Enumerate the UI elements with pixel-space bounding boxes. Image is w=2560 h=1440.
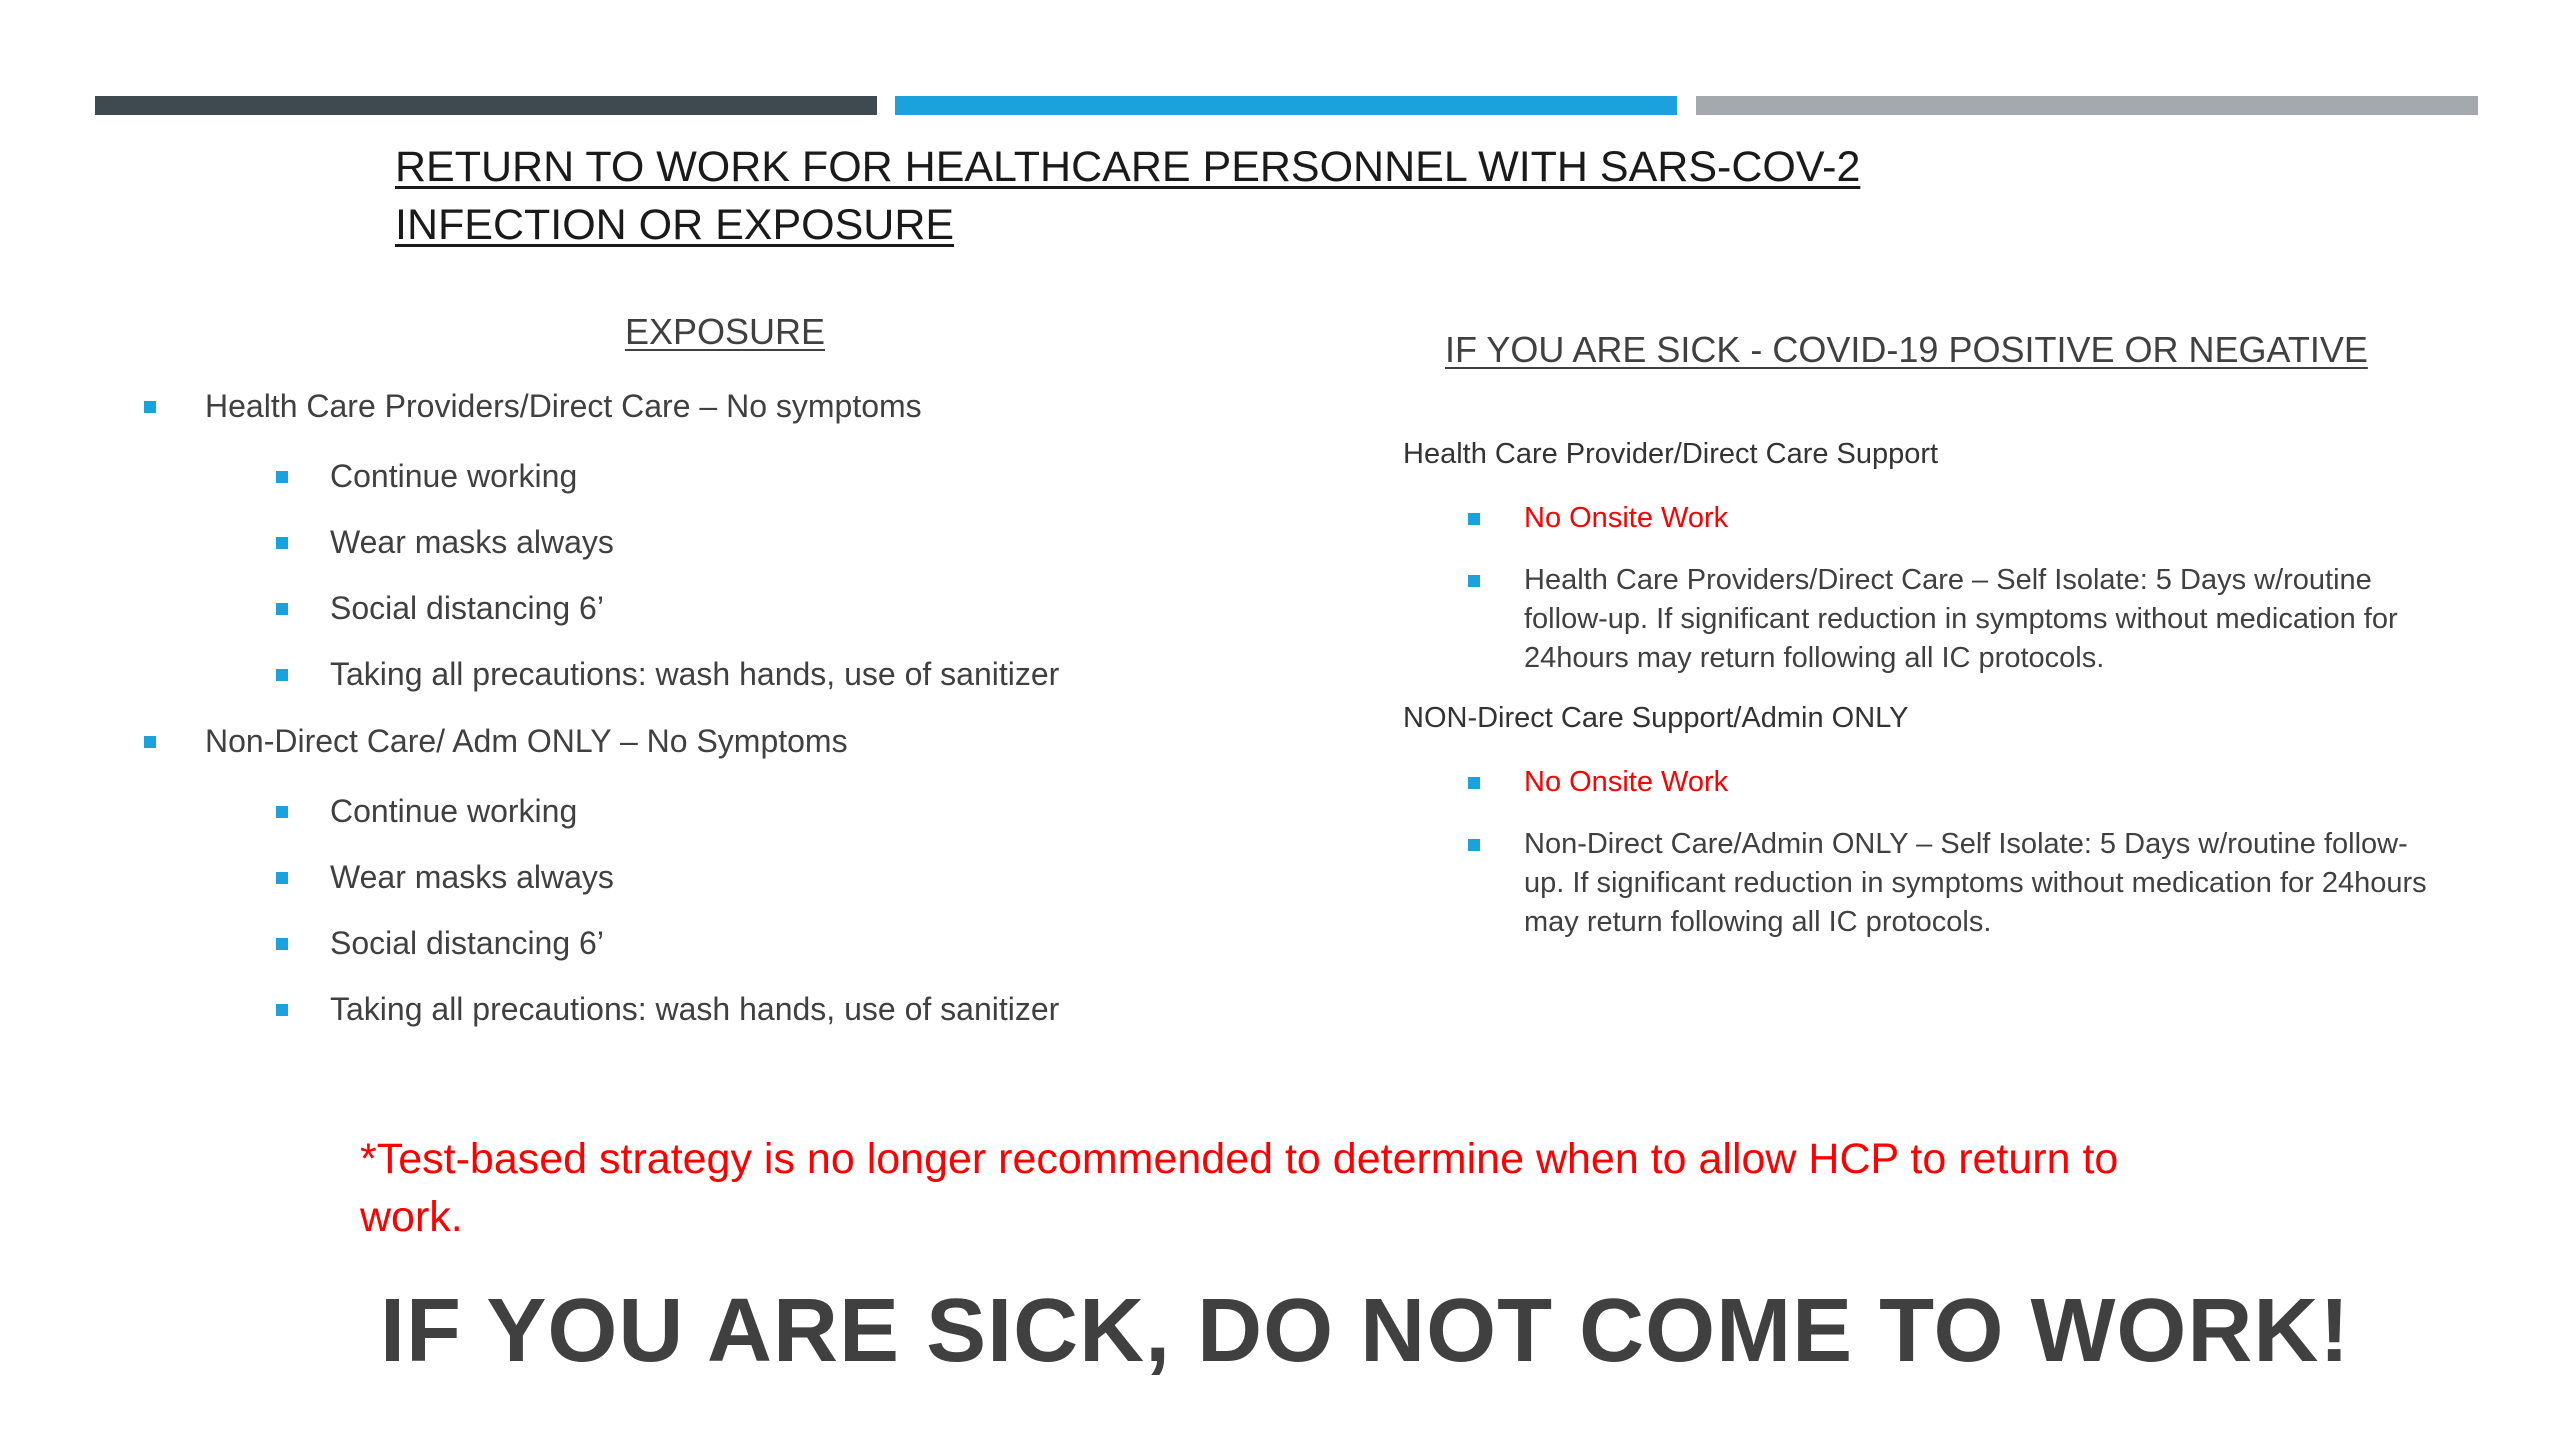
exposure-group-label: Health Care Providers/Direct Care – No symptoms [205, 388, 922, 424]
sick-heading: IF YOU ARE SICK - COVID-19 POSITIVE OR NEGATIVE [1445, 329, 2368, 370]
header-bar-blue [895, 96, 1677, 115]
no-onsite-work-label: No Onsite Work [1524, 766, 1729, 798]
test-strategy-note: *Test-based strategy is no longer recommended to determine when to allow HCP to return to work. [360, 1135, 2119, 1241]
bullet-icon [1468, 575, 1480, 587]
list-item: Continue working [330, 793, 578, 829]
bullet-icon [276, 1004, 288, 1016]
header-bar-dark [95, 96, 877, 115]
list-item: Continue working [330, 458, 578, 494]
list-item: Wear masks always [330, 859, 614, 895]
sick-section-label: Health Care Provider/Direct Care Support [1403, 438, 1939, 470]
bullet-icon [276, 537, 288, 549]
bullet-icon [144, 401, 156, 413]
sick-warning: IF YOU ARE SICK, DO NOT COME TO WORK! [380, 1281, 2351, 1381]
bullet-icon [276, 806, 288, 818]
bullet-icon [276, 872, 288, 884]
bullet-icon [276, 669, 288, 681]
slide-title: RETURN TO WORK FOR HEALTHCARE PERSONNEL WITH SARS-COV-2 INFECTION OR EXPOSURE [395, 143, 1861, 249]
exposure-heading: EXPOSURE [625, 311, 826, 352]
bullet-icon [276, 603, 288, 615]
sick-section-label: NON-Direct Care Support/Admin ONLY [1403, 702, 1909, 734]
bullet-icon [276, 938, 288, 950]
sick-section-detail: Non-Direct Care/Admin ONLY – Self Isolate: 5 Days w/routine follow-up. If significant reduction in symptoms without medication for 24hours may return following all IC protocols. [1524, 828, 2427, 938]
bullet-icon [144, 736, 156, 748]
list-item: Wear masks always [330, 524, 614, 560]
no-onsite-work-label: No Onsite Work [1524, 502, 1729, 534]
sick-section-detail: Health Care Providers/Direct Care – Self Isolate: 5 Days w/routine follow-up. If significant reduction in symptoms without medication for 24hours may return following all IC protocols. [1524, 564, 2398, 674]
bullet-icon [1468, 513, 1480, 525]
bullet-icon [1468, 839, 1480, 851]
list-item: Taking all precautions: wash hands, use of sanitizer [330, 991, 1060, 1027]
list-item: Social distancing 6’ [330, 590, 604, 626]
header-bar-gray [1696, 96, 2478, 115]
list-item: Taking all precautions: wash hands, use of sanitizer [330, 656, 1060, 692]
bullet-icon [276, 471, 288, 483]
exposure-group-label: Non-Direct Care/ Adm ONLY – No Symptoms [205, 723, 848, 759]
bullet-icon [1468, 777, 1480, 789]
list-item: Social distancing 6’ [330, 925, 604, 961]
